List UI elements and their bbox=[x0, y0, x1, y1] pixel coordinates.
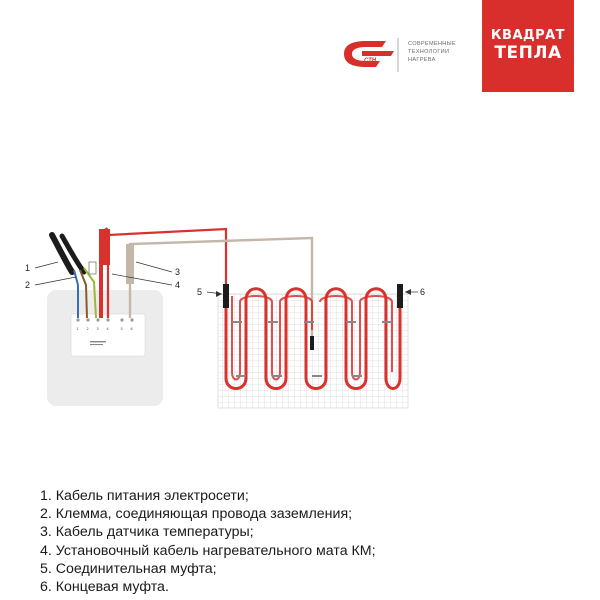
legend-item: 6. Концевая муфта. bbox=[40, 579, 169, 596]
legend-item: 5. Соединительная муфта; bbox=[40, 560, 217, 577]
end-coupling bbox=[397, 284, 403, 308]
sth-tagline-line: СОВРЕМЕННЫЕ bbox=[408, 41, 456, 47]
callout-1: 1 bbox=[25, 263, 31, 273]
callout-3: 3 bbox=[175, 267, 181, 277]
sth-tagline-line: ТЕХНОЛОГИИ bbox=[408, 49, 450, 55]
mounting-cable-sleeve bbox=[99, 229, 110, 265]
legend-item: 2. Клемма, соединяющая провода заземления; bbox=[40, 506, 353, 523]
svg-text:2: 2 bbox=[86, 327, 89, 331]
sensor-probe bbox=[310, 336, 314, 350]
callout-6: 6 bbox=[420, 287, 426, 297]
callout-4: 4 bbox=[175, 280, 181, 290]
svg-text:4: 4 bbox=[106, 327, 109, 331]
brand-line-1: КВАДРАТ bbox=[490, 27, 566, 43]
connection-coupling bbox=[223, 284, 229, 308]
sth-tagline-line: НАГРЕВА bbox=[408, 57, 436, 63]
legend-item: 1. Кабель питания электросети; bbox=[40, 488, 249, 504]
callout-2: 2 bbox=[25, 280, 31, 290]
ground-clamp bbox=[89, 262, 96, 274]
legend-item: 3. Кабель датчика температуры; bbox=[40, 524, 254, 541]
brand-line-2: ТЕПЛА bbox=[494, 42, 562, 63]
sth-mark: СТН bbox=[364, 58, 377, 64]
callout-5: 5 bbox=[197, 287, 203, 297]
legend-item: 4. Установочный кабель нагревательного мата КМ; bbox=[40, 542, 376, 559]
svg-text:1: 1 bbox=[76, 327, 79, 331]
legend-list bbox=[40, 487, 376, 596]
svg-text:6: 6 bbox=[130, 327, 133, 331]
svg-text:5: 5 bbox=[120, 327, 123, 331]
svg-text:3: 3 bbox=[96, 327, 99, 331]
